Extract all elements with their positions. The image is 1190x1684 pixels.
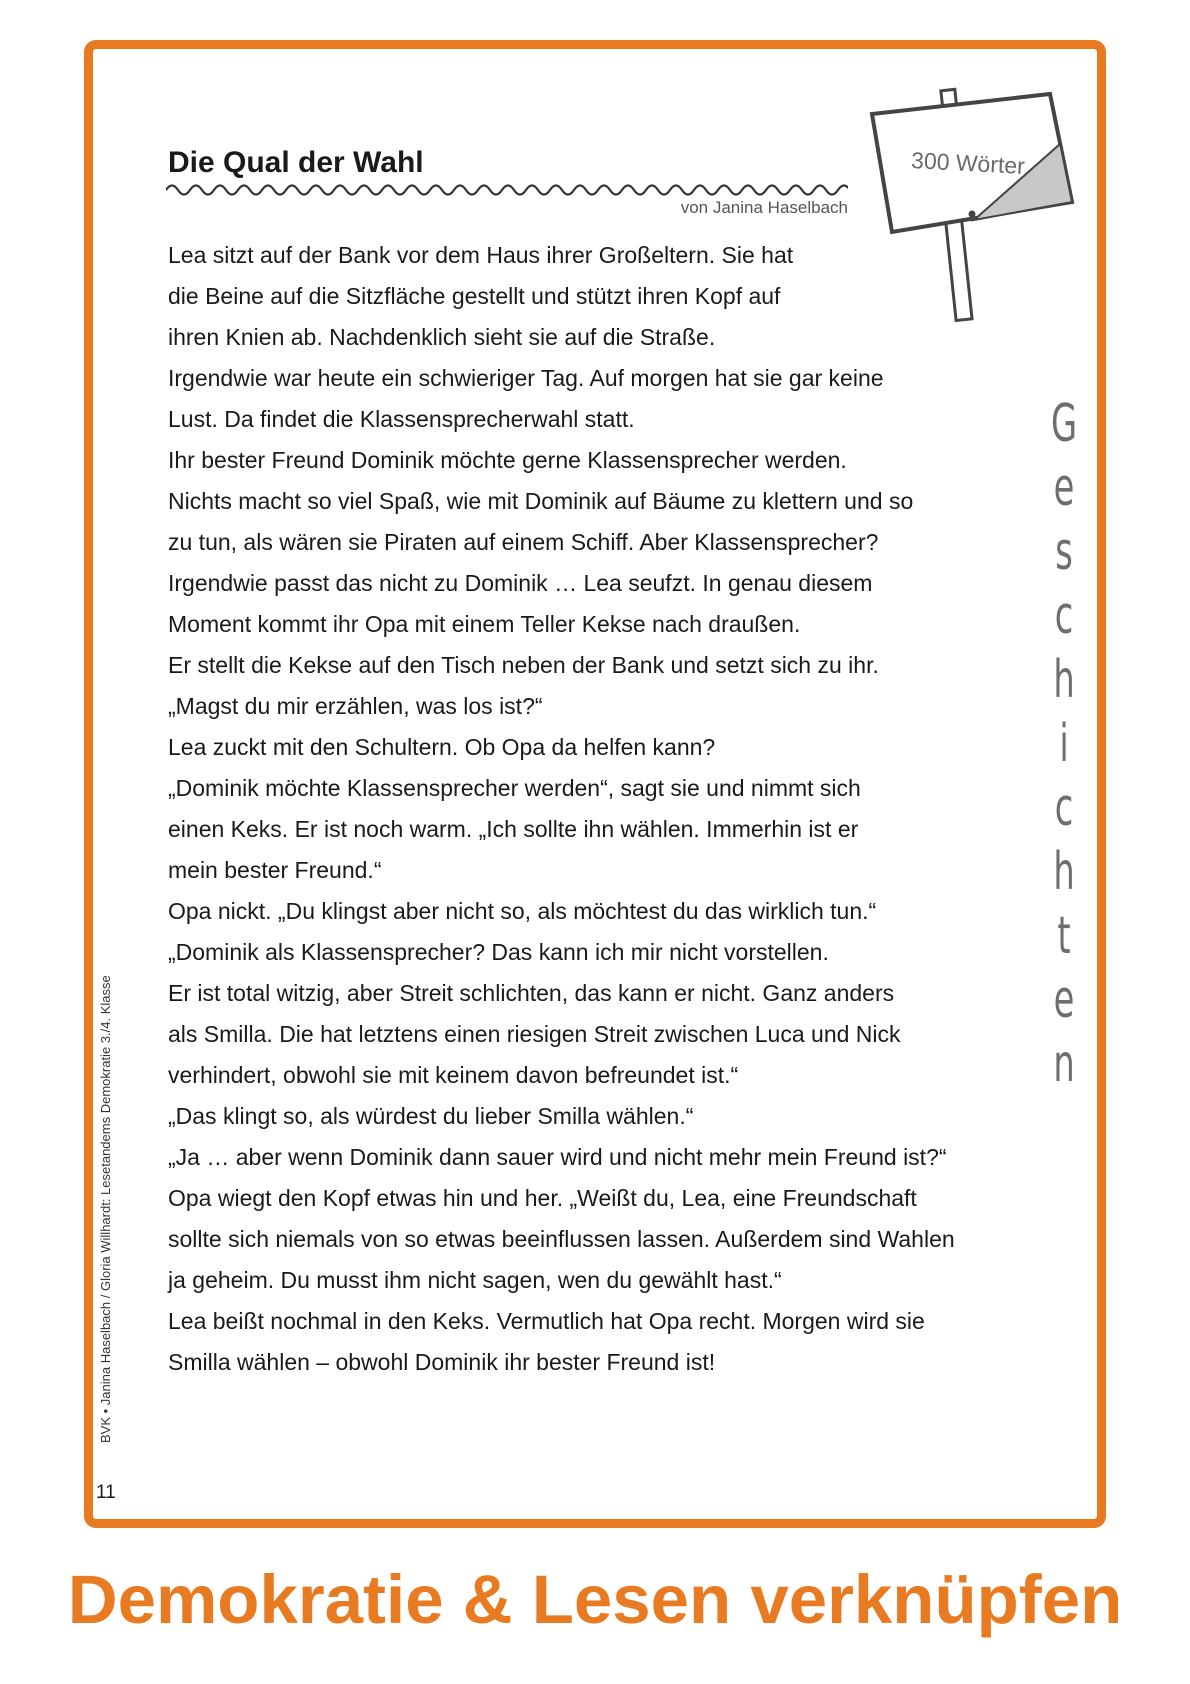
story-line: Er ist total witzig, aber Streit schlichten, das kann er nicht. Ganz anders bbox=[168, 980, 895, 1006]
side-title-letter: G bbox=[1050, 394, 1078, 454]
story-line: sollte sich niemals von so etwas beeinflussen lassen. Außerdem sind Wahlen bbox=[168, 1226, 955, 1252]
side-title-letter: h bbox=[1053, 842, 1075, 902]
story-line: Nichts macht so viel Spaß, wie mit Dominik auf Bäume zu klettern und so bbox=[168, 488, 914, 514]
wavy-underline bbox=[166, 181, 848, 199]
story-line: ihren Knien ab. Nachdenklich sieht sie auf die Straße. bbox=[168, 324, 716, 350]
story-line: die Beine auf die Sitzfläche gestellt und stützt ihren Kopf auf bbox=[168, 283, 781, 309]
credit-line: BVK • Janina Haselbach / Gloria Willhardt: Lesetandems Demokratie 3./4. Klasse bbox=[98, 975, 113, 1443]
story-title: Die Qual der Wahl bbox=[168, 146, 424, 179]
story-line: Lea zuckt mit den Schultern. Ob Opa da helfen kann? bbox=[168, 734, 716, 760]
story-line: einen Keks. Er ist noch warm. „Ich sollte ihn wählen. Immerhin ist er bbox=[168, 816, 859, 842]
side-title-letter: n bbox=[1053, 1034, 1075, 1094]
vertical-title-geschichten bbox=[1036, 392, 1092, 1096]
story-line: Ihr bester Freund Dominik möchte gerne Klassensprecher werden. bbox=[168, 447, 847, 473]
story-line: als Smilla. Die hat letztens einen riesigen Streit zwischen Luca und Nick bbox=[168, 1021, 901, 1047]
word-count-label: 300 Wörter bbox=[910, 147, 1026, 179]
story-line: Opa nickt. „Du klingst aber nicht so, als möchtest du das wirklich tun.“ bbox=[168, 898, 877, 924]
story-line: „Dominik als Klassensprecher? Das kann ich mir nicht vorstellen. bbox=[168, 939, 829, 965]
side-title-letter: t bbox=[1057, 906, 1071, 966]
story-line: Moment kommt ihr Opa mit einem Teller Kekse nach draußen. bbox=[168, 611, 801, 637]
side-title-letter: c bbox=[1054, 586, 1074, 646]
story-line: Er stellt die Kekse auf den Tisch neben der Bank und setzt sich zu ihr. bbox=[168, 652, 879, 678]
side-title-letter: e bbox=[1053, 458, 1075, 518]
story-line: „Magst du mir erzählen, was los ist?“ bbox=[168, 693, 543, 719]
story-line: „Dominik möchte Klassensprecher werden“, sagt sie und nimmt sich bbox=[168, 775, 861, 801]
story-line: „Ja … aber wenn Dominik dann sauer wird und nicht mehr mein Freund ist?“ bbox=[168, 1144, 947, 1170]
side-title-letter: c bbox=[1054, 778, 1074, 838]
side-title-letter: e bbox=[1053, 970, 1075, 1030]
side-title-letter: h bbox=[1053, 650, 1075, 710]
side-title-letter: i bbox=[1059, 714, 1069, 774]
story-line: mein bester Freund.“ bbox=[168, 857, 382, 883]
story-line: Irgendwie war heute ein schwieriger Tag. Auf morgen hat sie gar keine bbox=[168, 365, 884, 391]
story-line: Lust. Da findet die Klassensprecherwahl statt. bbox=[168, 406, 635, 432]
story-text bbox=[168, 235, 1038, 1383]
tagline: Demokratie & Lesen verknüpfen bbox=[67, 1561, 1123, 1638]
page-number: 11 bbox=[96, 1482, 116, 1503]
story-line: „Das klingt so, als würdest du lieber Smilla wählen.“ bbox=[168, 1103, 694, 1129]
story-line: ja geheim. Du musst ihm nicht sagen, wen du gewählt hast.“ bbox=[168, 1267, 782, 1293]
author-line: von Janina Haselbach bbox=[680, 198, 848, 217]
story-line: Lea sitzt auf der Bank vor dem Haus ihrer Großeltern. Sie hat bbox=[168, 242, 794, 268]
story-line: Lea beißt nochmal in den Keks. Vermutlich hat Opa recht. Morgen wird sie bbox=[168, 1308, 925, 1334]
side-title-letter: s bbox=[1055, 522, 1073, 582]
story-line: verhindert, obwohl sie mit keinem davon befreundet ist.“ bbox=[168, 1062, 739, 1088]
story-line: Smilla wählen – obwohl Dominik ihr bester Freund ist! bbox=[168, 1349, 716, 1375]
story-line: Opa wiegt den Kopf etwas hin und her. „Weißt du, Lea, eine Freundschaft bbox=[168, 1185, 917, 1211]
story-line: Irgendwie passt das nicht zu Dominik … Lea seufzt. In genau diesem bbox=[168, 570, 873, 596]
story-line: zu tun, als wären sie Piraten auf einem Schiff. Aber Klassensprecher? bbox=[168, 529, 879, 555]
